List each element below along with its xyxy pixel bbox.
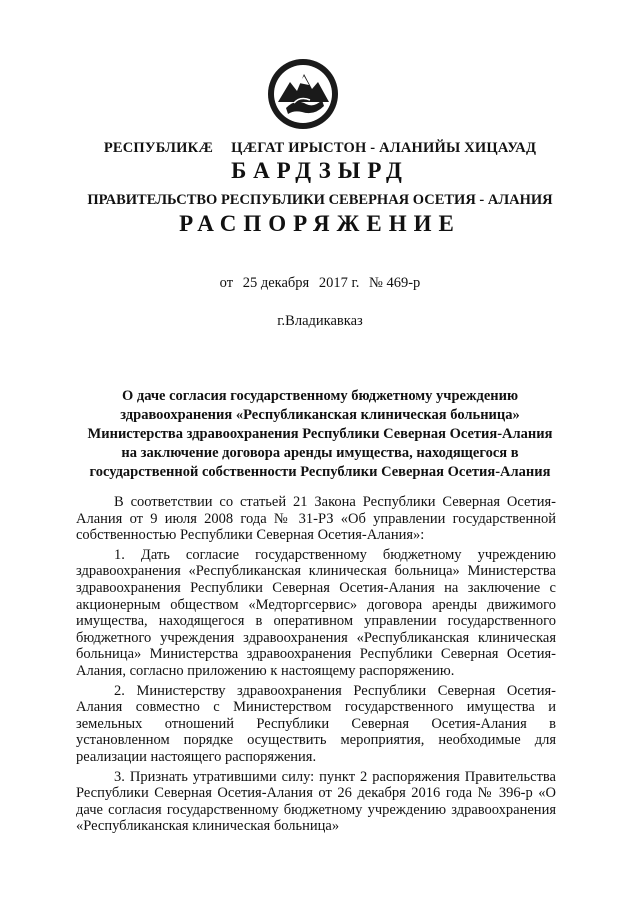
title-line: на заключение договора аренды имущества, находящегося в bbox=[121, 445, 519, 461]
document-year: 2017 г. bbox=[318, 275, 360, 291]
title-line: Министерства здравоохранения Республики Северная Осетия-Алания bbox=[87, 426, 553, 442]
header-ossetian-part2: ЦӔГАТ ИРЫСТОН - АЛАНИЙЫ ХИЦАУАД bbox=[231, 140, 537, 156]
document-number: № 469-р bbox=[369, 275, 421, 291]
header-ossetian-government bbox=[0, 140, 640, 157]
title-line: О даче согласия государственному бюджетному учреждению bbox=[121, 388, 519, 404]
body-paragraph: 2. Министерству здравоохранения Республики Северная Осетия-Алания совместно с Министерством государственного имущества и земельных отношений Республики Северная Осетия-Алания в установленном порядке осуществить мероприятия, необходимые для реализации настоящего распоряжения. bbox=[76, 682, 556, 765]
header-ossetian-part1: РЕСПУБЛИКӔ bbox=[103, 140, 214, 156]
document-body bbox=[76, 494, 556, 838]
coat-of-arms-emblem bbox=[266, 56, 340, 132]
document-city: г.Владикавказ bbox=[277, 313, 363, 329]
title-line: здравоохранения «Республиканская клиническая больница» bbox=[120, 407, 520, 423]
document-date-line bbox=[0, 275, 640, 292]
header-russian-doc-type: РАСПОРЯЖЕНИЕ bbox=[179, 211, 461, 236]
title-line: государственной собственности Республики Северная Осетия-Алания bbox=[89, 464, 551, 480]
document-date: 25 декабря bbox=[242, 275, 310, 291]
header-russian-government: ПРАВИТЕЛЬСТВО РЕСПУБЛИКИ СЕВЕРНАЯ ОСЕТИЯ - АЛАНИЯ bbox=[87, 192, 553, 208]
body-paragraph: 1. Дать согласие государственному бюджетному учреждению здравоохранения «Республиканская клиническая больница» Министерства здравоохранения Республики Северная Осетия-Алания на заключение с акционерным обществом «Медторгсервис» договора аренды движимого имущества, находящегося в оперативном управлении государственного бюджетного учреждения здравоохранения «Республиканская клиническая больница» Министерства здравоохранения Республики Северная Осетия-Алания, согласно приложению к настоящему распоряжению. bbox=[76, 546, 556, 679]
header-ossetian-doc-type: БАРДЗЫРД bbox=[231, 158, 409, 183]
date-prefix: от bbox=[219, 275, 234, 291]
document-title bbox=[70, 387, 570, 482]
body-paragraph: В соответствии со статьей 21 Закона Республики Северная Осетия-Алания от 9 июля 2008 года № 31-РЗ «Об управлении государственной собственностью Республики Северная Осетия-Алания»: bbox=[76, 494, 556, 544]
body-paragraph: 3. Признать утратившими силу: пункт 2 распоряжения Правительства Республики Северная Осетия-Алания от 26 декабря 2016 года № 396-р «О даче согласия государственному бюджетному учреждению здравоохранения «Республиканская клиническая больница» bbox=[76, 768, 556, 835]
